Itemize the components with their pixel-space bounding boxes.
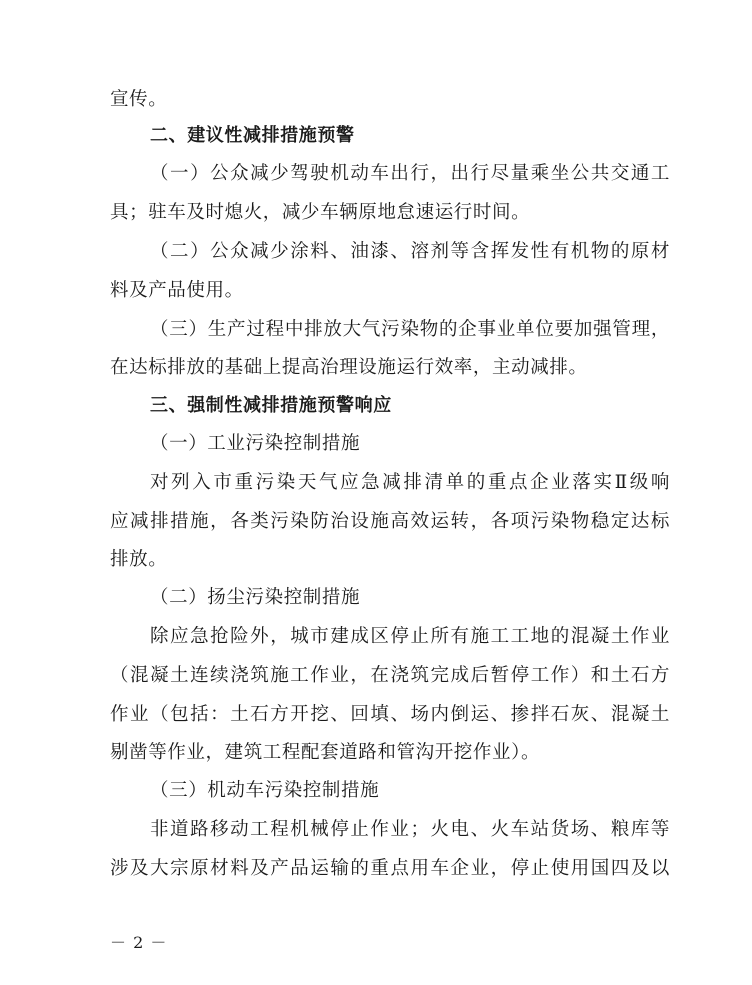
paragraph-line: 非道路移动工程机械停止作业；火电、火车站货场、粮库等 [150,819,670,840]
paragraph-line: 宣传。 [110,89,168,110]
paragraph-line: （三）生产过程中排放大气污染物的企事业单位要加强管理， [150,319,670,340]
paragraph-line: 剔凿等作业，建筑工程配套道路和管沟开挖作业）。 [110,742,541,763]
paragraph-line: 具；驻车及时熄火，减少车辆原地怠速运行时间。 [110,202,531,223]
section-heading-2: 二、建议性减排措施预警 [150,125,355,146]
paragraph-line: （二）公众减少涂料、油漆、溶剂等含挥发性有机物的原材 [150,241,670,262]
paragraph-line: （一）公众减少驾驶机动车出行，出行尽量乘坐公共交通工 [150,163,670,184]
section-heading-3: 三、强制性减排措施预警响应 [150,395,392,416]
paragraph-line: 涉及大宗原材料及产品运输的重点用车企业，停止使用国四及以 [110,858,670,879]
subsection-heading: （一）工业污染控制措施 [150,433,361,454]
paragraph-line: 作业（包括：土石方开挖、回填、场内倒运、掺拌石灰、混凝土 [110,704,670,725]
paragraph-line: 应减排措施，各类污染防治设施高效运转，各项污染物稳定达标 [110,511,670,532]
paragraph-line: 除应急抢险外，城市建成区停止所有施工工地的混凝土作业 [150,626,670,647]
paragraph-line: 料及产品使用。 [110,280,244,301]
paragraph-line: （混凝土连续浇筑施工作业，在浇筑完成后暂停工作）和土石方 [110,665,670,686]
paragraph-line: 排放。 [110,549,168,570]
page-number: － 2 － [110,933,168,952]
subsection-heading: （二）扬尘污染控制措施 [150,587,361,608]
paragraph-line: 在达标排放的基础上提高治理设施运行效率，主动减排。 [110,357,588,378]
paragraph-line: 对列入市重污染天气应急减排清单的重点企业落实Ⅱ级响 [150,472,670,493]
subsection-heading: （三）机动车污染控制措施 [150,780,380,801]
